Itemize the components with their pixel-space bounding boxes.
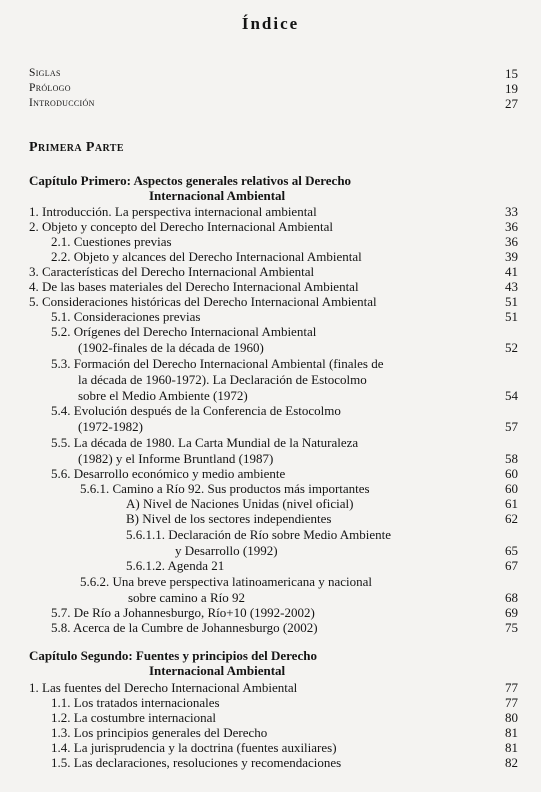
toc-entry-page: 60	[505, 466, 518, 481]
toc-entry-page: 41	[505, 264, 518, 279]
toc-entry: 2.2. Objeto y alcances del Derecho Internacional Ambiental	[51, 249, 362, 264]
toc-entry-page: 65	[505, 543, 518, 558]
toc-entry: 5.6.2. Una breve perspectiva latinoamericana y nacional	[80, 574, 373, 589]
toc-entry-page: 60	[505, 481, 518, 496]
toc-entry-page: 77	[505, 695, 518, 710]
toc-entry: 5.6. Desarrollo económico y medio ambiente	[51, 466, 286, 481]
toc-entry-cont: y Desarrollo (1992)	[175, 543, 278, 558]
toc-entry: 5.1. Consideraciones previas	[51, 309, 201, 324]
toc-entry-page: 27	[505, 96, 518, 111]
toc-entry: 1.5. Las declaraciones, resoluciones y recomendaciones	[51, 755, 342, 770]
page-title: Índice	[241, 14, 300, 33]
toc-entry-page: 36	[505, 234, 518, 249]
toc-entry-page: 51	[505, 294, 518, 309]
toc-entry-page: 61	[505, 496, 518, 511]
toc-entry-cont: sobre camino a Río 92	[128, 590, 245, 605]
toc-entry-page: 36	[505, 219, 518, 234]
toc-entry-page: 54	[505, 388, 518, 403]
toc-entry-page: 52	[505, 340, 518, 355]
toc-entry-cont: (1902-finales de la década de 1960)	[78, 340, 264, 355]
toc-entry-page: 67	[505, 558, 518, 573]
toc-entry: 1.1. Los tratados internacionales	[51, 695, 220, 710]
part-heading: Primera Parte	[29, 140, 124, 155]
toc-entry: 1. Las fuentes del Derecho Internacional Ambiental	[29, 680, 298, 695]
toc-entry: 5. Consideraciones históricas del Derecho Internacional Ambiental	[29, 294, 377, 309]
toc-entry: 5.5. La década de 1980. La Carta Mundial de la Naturaleza	[51, 435, 359, 450]
toc-entry: 5.6.1.2. Agenda 21	[126, 558, 225, 573]
toc-entry: 1.4. La jurisprudencia y la doctrina (fuentes auxiliares)	[51, 740, 337, 755]
toc-entry-label: Introducción	[29, 97, 95, 109]
toc-entry: 4. De las bases materiales del Derecho Internacional Ambiental	[29, 279, 359, 294]
chapter-heading: Capítulo Primero: Aspectos generales relativos al Derecho	[29, 173, 352, 188]
toc-entry: 1. Introducción. La perspectiva internacional ambiental	[29, 204, 317, 219]
toc-entry: B) Nivel de los sectores independientes	[126, 511, 332, 526]
toc-entry-page: 77	[505, 680, 518, 695]
toc-entry-label: Prólogo	[29, 82, 71, 94]
toc-entry-page: 15	[505, 66, 518, 81]
toc-entry-page: 57	[505, 419, 518, 434]
toc-entry: 5.2. Orígenes del Derecho Internacional Ambiental	[51, 324, 317, 339]
toc-entry: 5.7. De Río a Johannesburgo, Río+10 (1992-2002)	[51, 605, 315, 620]
toc-entry-page: 62	[505, 511, 518, 526]
toc-entry: 2. Objeto y concepto del Derecho Internacional Ambiental	[29, 219, 333, 234]
toc-entry-cont: (1982) y el Informe Bruntland (1987)	[78, 451, 274, 466]
toc-entry: 5.3. Formación del Derecho Internacional Ambiental (finales de	[51, 356, 384, 371]
toc-entry-page: 39	[505, 249, 518, 264]
toc-entry: 5.8. Acerca de la Cumbre de Johannesburgo (2002)	[51, 620, 318, 635]
toc-entry-page: 19	[505, 81, 518, 96]
toc-entry-page: 33	[505, 204, 518, 219]
toc-entry-cont: (1972-1982)	[78, 419, 143, 434]
toc-entry-page: 43	[505, 279, 518, 294]
toc-entry-page: 51	[505, 309, 518, 324]
toc-entry-page: 81	[505, 740, 518, 755]
toc-entry-page: 82	[505, 755, 518, 770]
toc-entry: 5.4. Evolución después de la Conferencia de Estocolmo	[51, 403, 341, 418]
toc-entry-page: 80	[505, 710, 518, 725]
toc-entry: 5.6.1.1. Declaración de Río sobre Medio Ambiente	[126, 527, 391, 542]
toc-entry-label: Siglas	[29, 67, 61, 79]
chapter-heading: Capítulo Segundo: Fuentes y principios del Derecho	[29, 648, 317, 663]
chapter-heading-cont: Internacional Ambiental	[149, 188, 286, 203]
toc-entry-page: 75	[505, 620, 518, 635]
toc-entry: 2.1. Cuestiones previas	[51, 234, 172, 249]
toc-entry: 5.6.1. Camino a Río 92. Sus productos más importantes	[80, 481, 370, 496]
toc-entry-cont: sobre el Medio Ambiente (1972)	[78, 388, 248, 403]
toc-entry: 1.2. La costumbre internacional	[51, 710, 216, 725]
toc-entry-page: 69	[505, 605, 518, 620]
toc-entry: 1.3. Los principios generales del Derecho	[51, 725, 268, 740]
chapter-heading-cont: Internacional Ambiental	[149, 663, 286, 678]
toc-entry-cont: la década de 1960-1972). La Declaración de Estocolmo	[78, 372, 367, 387]
toc-entry-page: 68	[505, 590, 518, 605]
toc-entry-page: 58	[505, 451, 518, 466]
toc-entry-page: 81	[505, 725, 518, 740]
toc-entry: A) Nivel de Naciones Unidas (nivel oficial)	[126, 496, 354, 511]
toc-entry: 3. Características del Derecho Internacional Ambiental	[29, 264, 315, 279]
